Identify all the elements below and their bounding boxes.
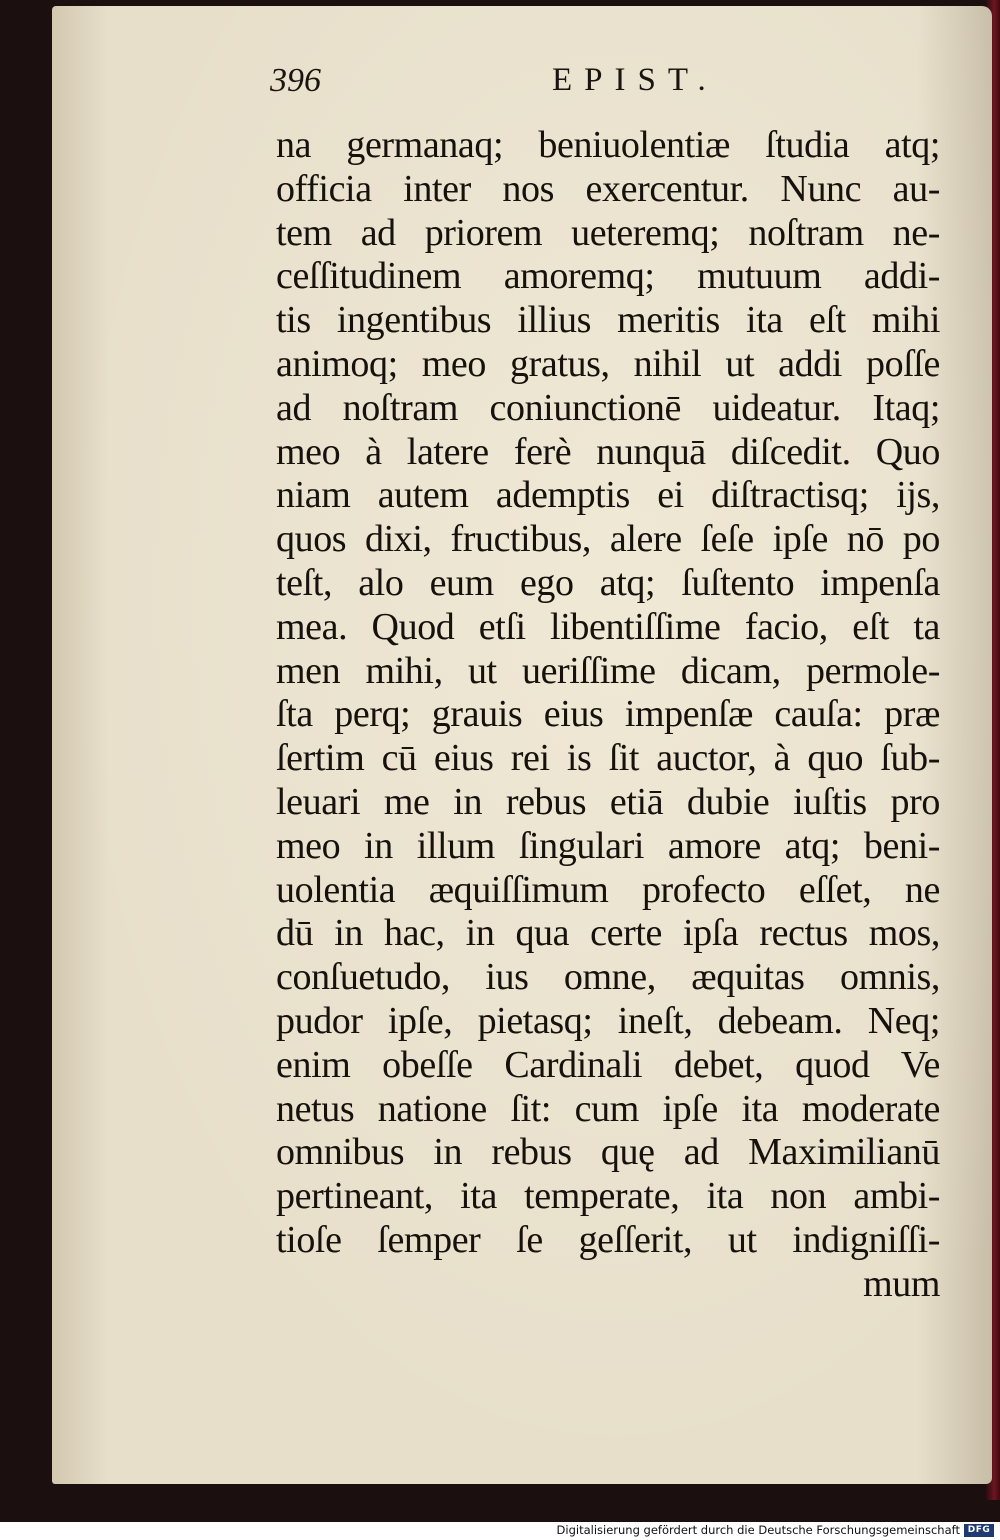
dfg-logo: DFG <box>964 1524 994 1537</box>
text-line: animoq; meo gratus, nihil ut addi poſſe <box>276 342 940 385</box>
text-line: tis ingentibus illius meritis ita eſt mihi <box>276 299 940 342</box>
text-line: ceſſitudinem amoremq; mutuum addi- <box>276 255 940 298</box>
text-line: niam autem ademptis ei diſtractisq; ijs, <box>276 474 940 517</box>
text-line: pertineant, ita temperate, ita non ambi- <box>276 1175 940 1218</box>
text-line: conſuetudo, ius omne, æquitas omnis, <box>276 956 940 999</box>
text-line: enim obeſſe Cardinali debet, quod Ve <box>276 1043 940 1086</box>
text-line: uolentia æquiſſimum profecto eſſet, ne <box>276 868 940 911</box>
page-number: 396 <box>270 62 321 99</box>
text-line: ad noſtram coniunctionē uideatur. Itaq; <box>276 386 940 429</box>
text-line: dū in hac, in qua certe ipſa rectus mos, <box>276 912 940 955</box>
text-line: tem ad priorem ueteremq; noſtram ne- <box>276 211 940 254</box>
footer-bar <box>0 1522 1000 1540</box>
text-block <box>276 124 940 1307</box>
text-line: ſertim cū eius rei is ſit auctor, à quo ſub- <box>276 737 940 780</box>
text-line: netus natione ſit: cum ipſe ita moderate <box>276 1087 940 1130</box>
text-line: meo in illum ſingulari amore atq; beni- <box>276 824 940 867</box>
running-head: EPIST. <box>552 62 718 98</box>
text-line: meo à latere ferè nunquā diſcedit. Quo <box>276 430 940 473</box>
catchword: mum <box>863 1262 940 1305</box>
text-line: teſt, alo eum ego atq; ſuſtento impenſa <box>276 561 940 604</box>
text-line: omnibus in rebus quę ad Maximilianū <box>276 1131 940 1174</box>
text-line: leuari me in rebus etiā dubie iuſtis pro <box>276 780 940 823</box>
page-header <box>270 62 970 102</box>
text-line: men mihi, ut ueriſſime dicam, permole- <box>276 649 940 692</box>
text-line: quos dixi, fructibus, alere ſeſe ipſe nō po <box>276 518 940 561</box>
text-line: mea. Quod etſi libentiſſime facio, eſt ta <box>276 605 940 648</box>
text-line: na germanaq; beniuolentiæ ſtudia atq; <box>276 124 940 166</box>
text-line: officia inter nos exercentur. Nunc au- <box>276 167 940 210</box>
funding-note: Digitalisierung gefördert durch die Deutsche Forschungsgemeinschaft <box>556 1523 960 1537</box>
text-line: pudor ipſe, pietasq; ineſt, debeam. Neq; <box>276 999 940 1042</box>
text-line: ſta perq; grauis eius impenſæ cauſa: præ <box>276 693 940 736</box>
text-line: tioſe ſemper ſe geſſerit, ut indigniſſi- <box>276 1218 940 1261</box>
